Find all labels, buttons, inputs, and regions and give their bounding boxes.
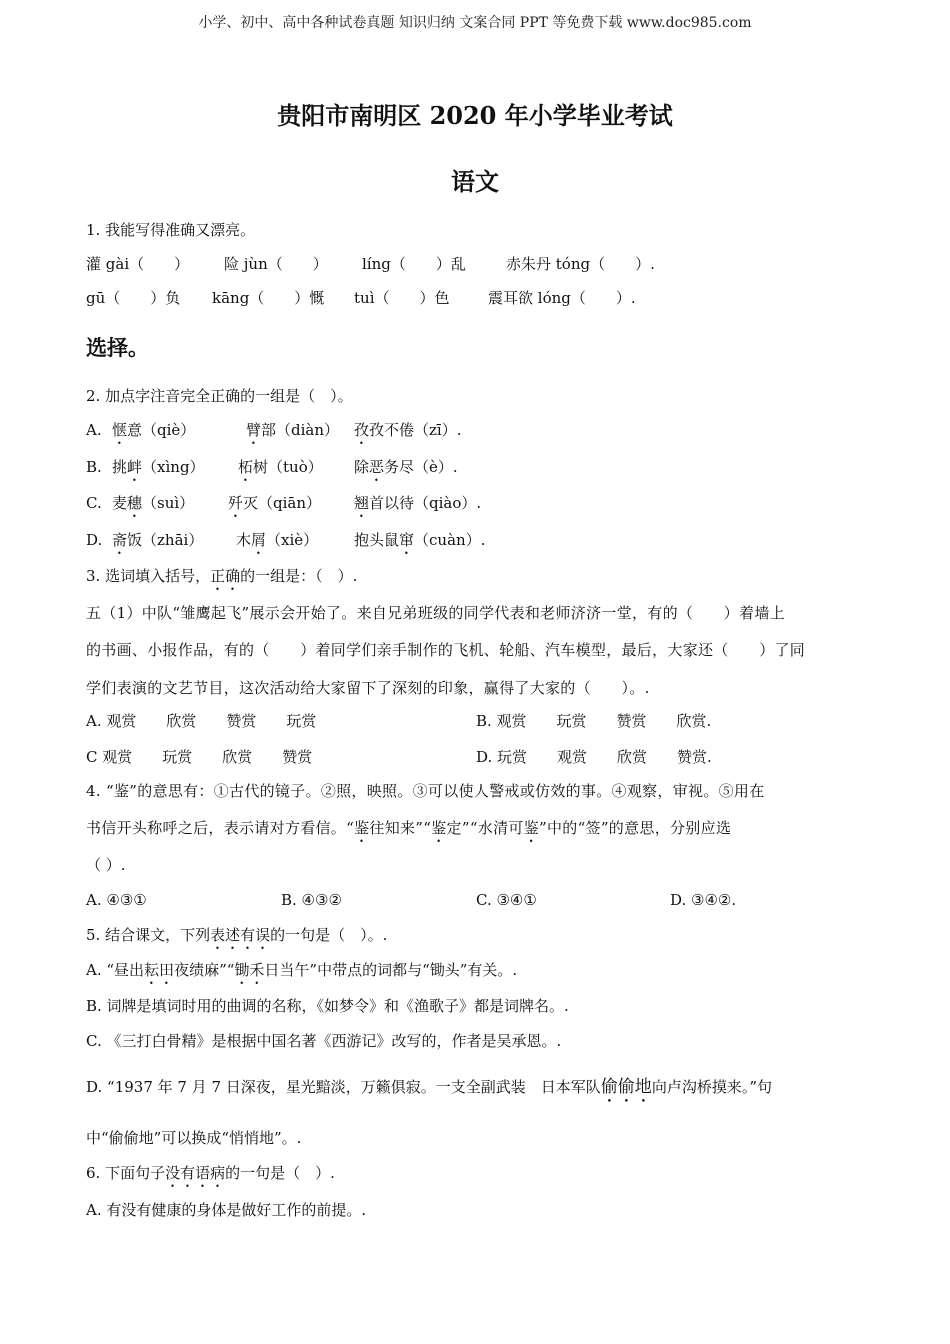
q4-prompt-line: （ ）. — [86, 856, 126, 874]
q5-prompt: 5. 结合课文，下列表述有误的一句是（ ）。. — [86, 926, 388, 944]
q5-option-c: C. 《三打白骨精》是根据中国名著《西游记》改写的，作者是吴承恩。. — [86, 1032, 562, 1050]
q3-passage-line: 学们表演的文艺节目，这次活动给大家留下了深刻的印象，赢得了大家的（ ）。. — [86, 679, 650, 697]
q5-option-d-cont: 中“偷偷地”可以换成“悄悄地”。. — [86, 1129, 302, 1147]
q3-option-a: A. 观赏 欣赏 赞赏 玩赏 — [86, 712, 317, 730]
q2-option-a: A. 惬意（qiè） 臂部（diàn） 孜孜不倦（zī）. — [86, 421, 462, 439]
q1-row1 — [86, 254, 655, 274]
q5-option-b: B. 词牌是填词时用的曲调的名称，《如梦令》和《渔歌子》都是词牌名。. — [86, 997, 569, 1015]
q3-options-row1 — [86, 711, 316, 731]
page-header: 小学、初中、高中各种试卷真题 知识归纳 文案合同 PPT 等免费下载 www.doc985.com — [198, 15, 752, 31]
q1-item: gū（ ）负 — [86, 289, 181, 307]
q6-prompt: 6. 下面句子没有语病的一句是（ ）. — [86, 1164, 335, 1182]
q2-option-d: D. 斋饭（zhāi） 木屑（xiè） 抱头鼠窜（cuàn）. — [86, 531, 486, 549]
q1-item: 灌 gài（ ） — [86, 255, 190, 273]
q1-item: kāng（ ）慨 — [212, 289, 325, 307]
q4-prompt-line: 书信开头称呼之后，表示请对方看信。“鉴往知来”“鉴定”“水清可鉴”中的“签”的意思，分别应选 — [86, 819, 732, 837]
q3-prompt: 3. 选词填入括号，正确的一组是：（ ）. — [86, 567, 358, 585]
exam-subject: 语文 — [451, 167, 499, 196]
q6-option-a: A. 有没有健康的身体是做好工作的前提。. — [86, 1201, 367, 1219]
q3-option-d: D. 玩赏 观赏 欣赏 赞赏. — [476, 748, 712, 766]
q3-option-b: B. 观赏 玩赏 赞赏 欣赏. — [476, 712, 712, 730]
q5-option-d: D. “1937 年 7 月 7 日深夜，星光黯淡，万籁俱寂。一支全副武装 日本军队偷偷地向卢沟桥摸来。”句 — [86, 1077, 772, 1097]
q2-option-b: B. 挑衅（xìng） 柘树（tuò） 除恶务尽（è）. — [86, 458, 458, 476]
q1-item: 险 jùn（ ） — [224, 255, 328, 273]
q1-item: 震耳欲 lóng（ ）. — [488, 289, 636, 307]
q3-passage-line: 五（1）中队“雏鹰起飞”展示会开始了。来自兄弟班级的同学代表和老师济济一堂，有的（ ）着墙上 — [86, 604, 785, 622]
q3-option-c: C 观赏 玩赏 欣赏 赞赏 — [86, 748, 313, 766]
q2-prompt: 2. 加点字注音完全正确的一组是（ ）。 — [86, 387, 353, 405]
section-title: 选择。 — [86, 335, 149, 360]
q1-prompt: 1. 我能写得准确又漂亮。 — [86, 221, 256, 239]
exam-title: 贵阳市南明区 2020 年小学毕业考试 — [277, 101, 673, 130]
q1-item: líng（ ）乱 — [362, 255, 466, 273]
q4-option-a: A. ④③① — [86, 891, 147, 909]
q4-option-d: D. ③④②. — [670, 891, 737, 909]
q4-option-b: B. ④③② — [281, 891, 342, 909]
q5-option-a: A. “昼出耘田夜绩麻”“锄禾日当午”中带点的词都与“锄头”有关。. — [86, 961, 518, 979]
q1-item: 赤朱丹 tóng（ ）. — [506, 255, 655, 273]
q1-row2 — [86, 288, 636, 308]
q4-option-c: C. ③④① — [476, 891, 537, 909]
q1-item: tuì（ ）色 — [354, 289, 450, 307]
q4-prompt-line: 4. “鉴”的意思有：①古代的镜子。②照，映照。③可以使人警戒或仿效的事。④观察，审视。⑤用在 — [86, 782, 765, 800]
q3-passage-line: 的书画、小报作品，有的（ ）着同学们亲手制作的飞机、轮船、汽车模型，最后，大家还（ ）了同 — [86, 641, 806, 659]
q2-option-c: C. 麦穗（suì） 歼灭（qiān） 翘首以待（qiào）. — [86, 494, 482, 512]
